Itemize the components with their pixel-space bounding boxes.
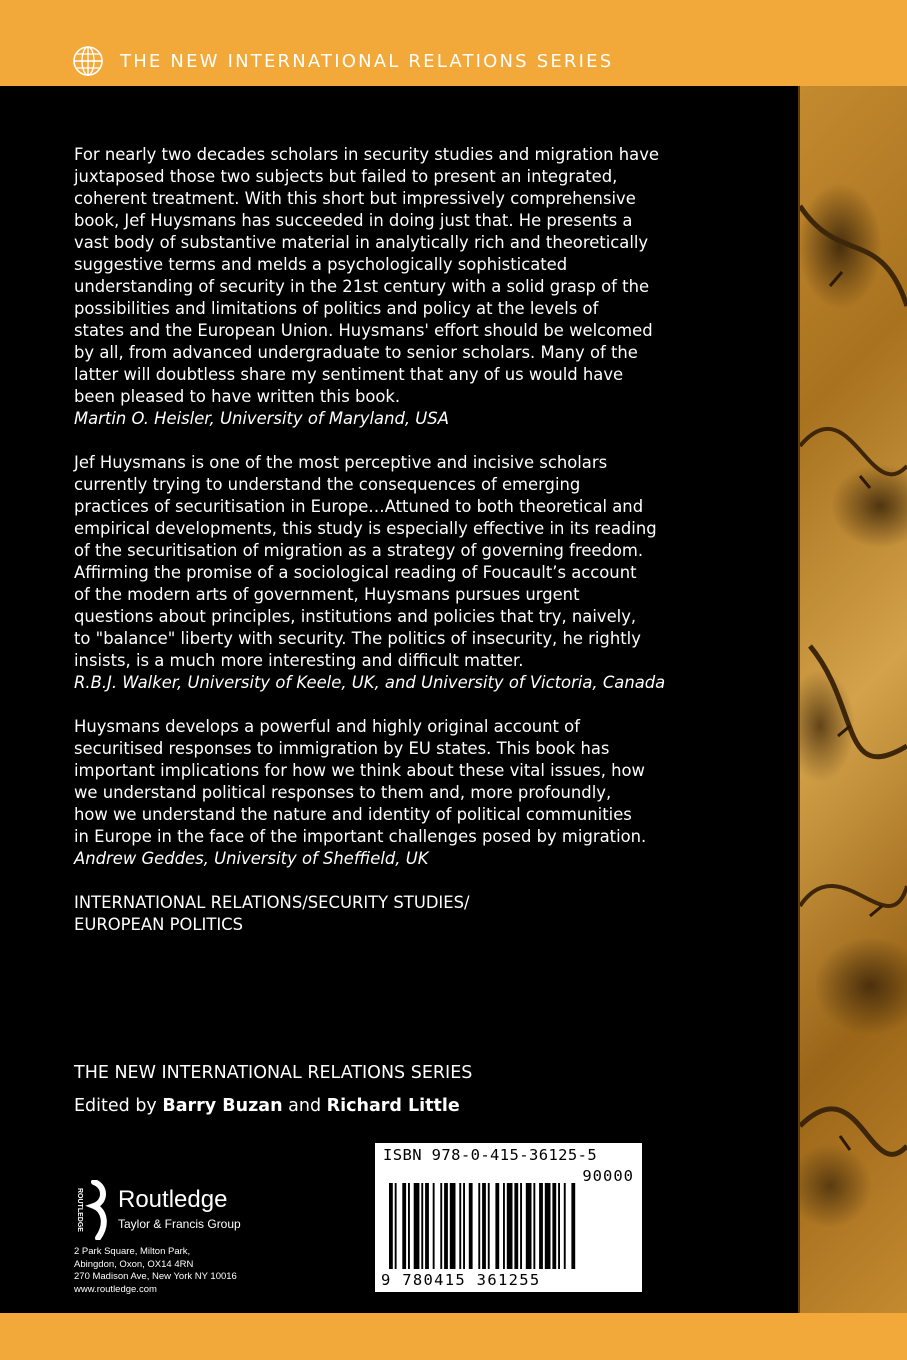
review-blurb: [74, 716, 674, 870]
barcode-bar: [507, 1183, 513, 1269]
barcode-bar: [539, 1183, 543, 1269]
publisher-address: 2 Park Square, Milton Park, Abingdon, Oxon, OX14 4RN 270 Madison Ave, New York NY 10016 www.routledge.com: [74, 1246, 237, 1295]
and-label: and: [288, 1096, 322, 1116]
barcode-bar: [444, 1183, 448, 1269]
barcode-bar: [440, 1183, 442, 1269]
review-attribution: Martin O. Heisler, University of Maryland, USA: [74, 409, 449, 428]
barcode-bars: [389, 1183, 629, 1269]
barcode-bar: [564, 1183, 566, 1269]
review-text: For nearly two decades scholars in security studies and migration have juxtaposed those two subjects but failed to present an integrated, coherent treatment. With this short but impressively comprehensive book, Jef Huysmans has succeeded in doing just that. He presents a vast body of substantive material in analytically rich and theoretically suggestive terms and melds a psychologically sophisticated understanding of security in the 21st century with a solid grasp of the possibilities and limitations of politics and policy at the levels of states and the European Union. Huysmans' effort should be welcomed by all, from advanced undergraduate to senior scholars. Many of the latter will doubtless share my sentiment that any of us would have been pleased to have written this book.: [74, 145, 659, 406]
barcode-bar: [433, 1183, 435, 1269]
review-blurb: [74, 144, 674, 430]
barcode-bar: [402, 1183, 406, 1269]
price-code: 90000: [582, 1167, 634, 1185]
series-title-footer: THE NEW INTERNATIONAL RELATIONS SERIES: [74, 1063, 473, 1083]
subject-categories: INTERNATIONAL RELATIONS/SECURITY STUDIES/ EUROPEAN POLITICS: [74, 893, 470, 934]
barcode-bar: [503, 1183, 505, 1269]
barcode-bar: [558, 1183, 560, 1269]
logo-text: ROUTLEDGE: [76, 1188, 83, 1232]
globe-icon: [72, 45, 104, 77]
editor-name: Barry Buzan: [162, 1096, 283, 1116]
barcode-bar: [450, 1183, 456, 1269]
barcode-bar: [459, 1183, 461, 1269]
barcode-bar: [395, 1183, 397, 1269]
review-text: Huysmans develops a powerful and highly original account of securitised responses to immigration by EU states. This book has important implications for how we think about these vital issues, how we understand political responses to them and, more profoundly, how we understand the nature and identity of political communities in Europe in the face of the important challenges posed by migration.: [74, 717, 647, 846]
ean-digits: 9 780415 361255: [381, 1271, 541, 1289]
barcode-bar: [389, 1183, 393, 1269]
isbn-label: ISBN 978-0-415-36125-5: [383, 1146, 598, 1164]
barcode-bar: [552, 1183, 556, 1269]
barcode-bar: [469, 1183, 473, 1269]
review-attribution: R.B.J. Walker, University of Keele, UK, and University of Victoria, Canada: [74, 673, 666, 692]
review-text: Jef Huysmans is one of the most perceptive and incisive scholars currently trying to understand the consequences of emerging practices of securitisation in Europe…Attuned to both theoretical and empirical developments, this study is especially effective in its reading of the securitisation of migration as a strategy of governing freedom. Affirming the promise of a sociological reading of Foucault’s account of the modern arts of government, Huysmans pursues urgent questions about principles, institutions and policies that try, naively, to "balance" liberty with security. The politics of insecurity, he rightly insists, is a much more interesting and difficult matter.: [74, 453, 657, 670]
barcode-bar: [414, 1183, 420, 1269]
barcode-bar: [408, 1183, 410, 1269]
review-blurbs: [74, 144, 674, 936]
barcode-bar: [488, 1183, 490, 1269]
series-editors: [74, 1096, 460, 1116]
barcode-bar: [514, 1183, 518, 1269]
barcode-bar: [482, 1183, 486, 1269]
review-attribution: Andrew Geddes, University of Sheffield, UK: [74, 849, 429, 868]
barcode-bar: [545, 1183, 551, 1269]
series-title-header: THE NEW INTERNATIONAL RELATIONS SERIES: [120, 51, 614, 72]
routledge-logo-icon: [72, 1180, 112, 1240]
barcode-bar: [495, 1183, 499, 1269]
cover-image-strip: [798, 86, 907, 1313]
barcode-bar: [520, 1183, 522, 1269]
barcode-bar: [571, 1183, 575, 1269]
editor-name: Richard Little: [326, 1096, 460, 1116]
barcode-bar: [425, 1183, 429, 1269]
publisher-group: Taylor & Francis Group: [118, 1217, 241, 1231]
barcode-bar: [533, 1183, 535, 1269]
barcode-bar: [463, 1183, 465, 1269]
isbn-barcode: [375, 1143, 642, 1292]
edited-by-label: Edited by: [74, 1096, 157, 1116]
barcode-bar: [421, 1183, 423, 1269]
top-series-band: [0, 0, 907, 86]
barcode-bar: [478, 1183, 480, 1269]
publisher-name: Routledge: [118, 1186, 228, 1213]
bottom-band: [0, 1313, 907, 1360]
barbed-wire-image: [800, 86, 907, 1313]
review-blurb: [74, 452, 674, 694]
barcode-bar: [526, 1183, 532, 1269]
